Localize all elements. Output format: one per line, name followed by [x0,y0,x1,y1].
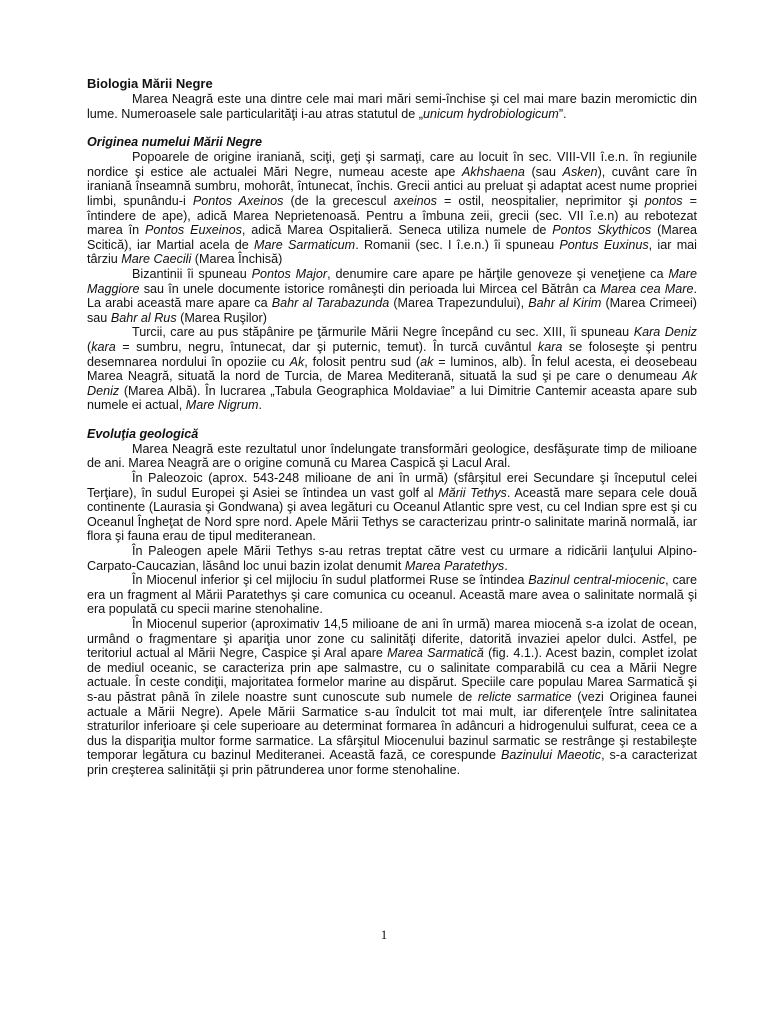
italic-term: Ak [289,354,305,369]
text: sau în unele documente istorice româneşti din perioada lui Mircea cel Bătrân ca [139,281,601,296]
origin-paragraph-2 [87,267,697,325]
text: = luminos, alb). În felul acesta, ei deosebeau Marea Neagră, situată la nord de Turcia, de Marea Mediterană, situată la sud şi pe care o denumeau [87,354,697,384]
text: (vezi Originea faunei actuale a Mării Negre). Apele Mării Sarmatice s-au îndulcit tot mai mult, iar diferenţele între salinitatea straturilor inferioare şi cele superioare au determinat formarea în adâncuri a hidrogenului sulfurat, ceea ce a dus la dispariţia multor forme sarmatice. La sfârşitul Miocenului bazinul sarmatic se restrânge şi restabileşte temporar legătura cu bazinul Mediteranei. Această fază, ce corespunde [87,689,697,763]
document-title: Biologia Mării Negre [87,76,213,91]
text: În Miocenul superior (aproximativ 14,5 milioane de ani în urmă) marea miocenă s-a izolat de ocean, urmând o fragmentare şi apariţia unor zone cu salinităţi diferite, datorită invaziei apelor dulci. Astfel, pe teritoriul actual al Mării Negre, Caspice şi Aral apare [87,617,697,661]
text: Marea Neagră este una dintre cele mai mari mări semi-închise şi cel mai mare bazin meromictic din lume. Numeroasele sale particularităţi i-au atras statutul de „ [87,92,697,121]
text: , care era un fragment al Mării Paratethys şi care comunica cu oceanul. Această mare avea o salinitate normală şi era populată cu specii marine stenohaline. [87,573,697,617]
text: Popoarele de origine iraniană, sciţi, geţi şi sarmaţi, care au locuit în sec. VIII-VII î.e.n. în regiunile nordice şi estice ale actualei Mări Negre, numeau aceste ape [87,150,697,179]
text: (Marea Crimeei) sau [87,296,697,325]
text: , s-a caracterizat prin creşterea salinităţii şi prin pătrunderea unor forme stenohaline. [87,748,697,777]
text: În Paleozoic (aprox. 543-248 milioane de ani în urmă) (sfârşitul erei Secundare şi începutul celei Terţiare), în sudul Europei şi Asiei se întindea un vast golf al [87,471,697,500]
italic-term: kara [537,339,563,354]
text: , iar mai târziu [87,237,697,267]
text: (Marea Ruşilor) [176,310,267,325]
text: Bizantinii îi spuneau [132,266,252,281]
text: , adică Marea Ospitalieră. Seneca utiliza numele de [241,223,553,238]
italic-term: axeinos [393,193,437,208]
italic-term: Pontos Major [251,266,328,281]
italic-term: Bahr al Tarabazunda [271,296,390,311]
text: (Marea Albă). În lucrarea „Tabula Geographica Moldaviae” a lui Dimitrie Cantemir aceasta apare sub numele ei actual, [87,383,697,413]
text: (fig. 4.1.). Acest bazin, complet izolat de mediul oceanic, se caracteriza prin ape salmastre, cu o salinitate comparabilă cu cea a Mării Negre actuale. În ceste condiţii, majoritatea formelor marine au dispărut. Speciile care populau Marea Sarmatică şi s-au păstrat până în zilele noastre sunt cunoscute sub numele de [87,646,698,704]
text: , denumire care apare pe hărţile genoveze şi veneţiene ca [327,266,669,281]
text: = sumbru, negru, întunecat, dar şi puternic, temut). În turcă cuvântul [115,339,538,354]
document-page [87,76,697,778]
text: (de la grecescul [283,193,394,208]
italic-term: Marea Paratethys [404,558,505,573]
italic-term: Mare Sarmaticum [254,237,356,252]
italic-term: Asken [562,164,598,179]
italic-term: Marea Sarmatică [387,646,484,661]
intro-paragraph [87,92,697,121]
italic-term: Mare Caecili [121,252,192,267]
italic-term: Kara Deniz [633,325,697,340]
text: În Miocenul inferior şi cel mijlociu în sudul platformei Ruse se întindea [132,573,529,588]
italic-term: Bahr al Rus [110,310,177,325]
italic-term: pontos [644,193,683,208]
italic-term: Pontos Skythicos [552,223,652,238]
italic-term: Marea cea Mare [600,281,694,296]
text: (Marea Închisă) [191,252,283,267]
text: ( [87,339,92,354]
italic-term: Akhshaena [461,164,525,179]
italic-term: Mare Nigrum [185,398,259,413]
italic-term: unicum hydrobiologicum [423,106,559,121]
text: = ostil, neospitalier, neprimitor şi [436,193,645,208]
text: În Paleogen apele Mării Tethys s-au retras treptat către vest cu urmare a ridicării lanţului Alpino-Carpato-Caucazian, lăsând loc unui bazin izolat denumit [87,544,697,573]
text: ), cuvânt care în iraniană înseamnă sumbru, mohorât, întunecat, închis. Grecii antici au preluat şi adaptat acest nume propriei limbi, spunându-i [87,164,698,208]
geology-paragraph-4 [87,573,697,617]
italic-term: Mare Maggiore [87,266,698,296]
italic-term: ak [420,354,434,369]
origin-paragraph-3 [87,325,697,413]
text: Turcii, care au pus stăpânire pe ţărmurile Mării Negre începând cu sec. XIII, îi spuneau [132,325,634,340]
italic-term: Pontus Euxinus [559,237,649,252]
geology-paragraph-2 [87,471,697,544]
page-number: 1 [380,927,388,942]
text: . [504,558,508,573]
italic-term: Pontos Axeinos [192,193,284,208]
geology-paragraph-3 [87,544,697,573]
text: . Această mare separa cele două continente (Laurasia şi Gondwana) şi avea legături cu Oceanul Atlantic spre vest, cu cel Indian spre est şi cu Oceanul Îngheţat de Nord spre nord. Apele Mării Tethys se caracterizau printr-o salinitate marină normală, iar flora şi fauna erau de tipul mediteranean. [87,485,698,544]
italic-term: Pontos Euxeinos [144,223,242,238]
text: (sau [524,164,563,179]
section-heading-geology: Evoluţia geologică [87,426,199,441]
text: , folosit pentru sud ( [304,354,421,369]
geology-paragraph-5 [87,617,697,778]
italic-term: Bahr al Kirim [528,296,602,311]
origin-paragraph-1 [87,150,697,267]
text: . Romanii (sec. I î.e.n.) îi spuneau [355,237,560,252]
text: ”. [558,106,567,121]
italic-term: kara [91,339,116,354]
text: . La arabi această mare apare ca [87,281,697,311]
text: . [258,398,262,413]
text: (Marea Scitică), iar Martial acela de [87,223,697,252]
text: (Marea Trapezundului), [389,296,529,311]
section-heading-origin: Originea numelui Mării Negre [87,135,262,150]
italic-term: Bazinul central-miocenic [528,573,666,588]
italic-term: Ak Deniz [87,369,697,398]
text: se foloseşte şi pentru desemnarea nordului în opoziie cu [87,339,697,369]
text: = întindere de ape), adică Marea Neprietenoasă. Pentru a îmbuna zeii, grecii (sec. VII î.e.n) au rebotezat marea în [87,193,697,238]
italic-term: relicte sarmatice [477,689,572,704]
geology-paragraph-1: Marea Neagră este rezultatul unor îndelungate transformări geologice, desfăşurate timp de milioane de ani. Marea Neagră are o origine comună cu Marea Caspică şi Lacul Aral. [87,441,697,471]
italic-term: Bazinului Maeotic [500,748,602,763]
italic-term: Mării Tethys [438,485,507,500]
